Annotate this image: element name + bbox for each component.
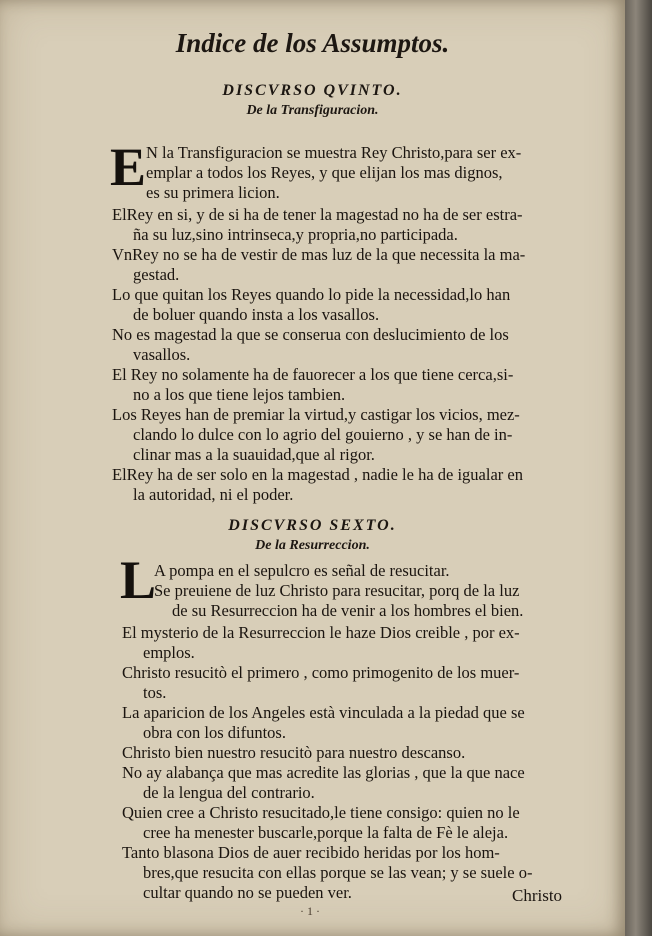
text-line: obra con los difuntos. xyxy=(143,723,286,742)
text-line: No ay alabança que mas acredite las glorias , que la que nace xyxy=(122,763,525,782)
section-subtitle-resurreccion: De la Resurreccion. xyxy=(255,538,370,553)
book-edge xyxy=(625,0,652,936)
text-line: de su Resurreccion ha de venir a los hombres el bien. xyxy=(172,601,524,620)
drop-cap-e: E xyxy=(110,137,147,197)
text-line: A pompa en el sepulcro es señal de resucitar. xyxy=(154,561,450,580)
text-line: es su primera licion. xyxy=(146,183,280,202)
drop-cap-l: L xyxy=(120,550,157,610)
text-line: VnRey no se ha de vestir de mas luz de la que necessita la ma- xyxy=(112,245,526,264)
page-mark: · 1 · xyxy=(300,904,320,918)
section-subtitle-transfiguracion: De la Transfiguracion. xyxy=(246,103,379,118)
text-line: bres,que resucita con ellas porque se las vean; y se suele o- xyxy=(143,863,533,882)
text-line: ElRey en si, y de si ha de tener la magestad no ha de ser estra- xyxy=(112,205,523,224)
text-line: clinar mas a la suauidad,que al rigor. xyxy=(133,445,375,464)
text-line: Lo que quitan los Reyes quando lo pide la necessidad,lo han xyxy=(112,285,511,304)
text-line: cree ha menester buscarle,porque la falta de Fè le aleja. xyxy=(143,823,509,842)
text-line: Christo resucitò el primero , como primogenito de los muer- xyxy=(122,663,520,682)
text-line: No es magestad la que se conserua con deslucimiento de los xyxy=(112,325,509,344)
section-title-quinto: DISCVRSO QVINTO. xyxy=(222,82,403,99)
text-line: de boluer quando insta a los vasallos. xyxy=(133,305,380,324)
text-line: ElRey ha de ser solo en la magestad , nadie le ha de igualar en xyxy=(112,465,523,484)
text-line: vasallos. xyxy=(133,345,191,364)
text-line: Tanto blasona Dios de auer recibido heridas por los hom- xyxy=(122,843,500,862)
text-line: Christo bien nuestro resucitò para nuestro descanso. xyxy=(122,743,466,762)
text-line: emplar a todos los Reyes, y que elijan los mas dignos, xyxy=(146,163,503,182)
text-line: Quien cree a Christo resucitado,le tiene consigo: quien no le xyxy=(122,803,520,822)
section-title-sexto: DISCVRSO SEXTO. xyxy=(228,517,397,534)
text-line: emplos. xyxy=(143,643,195,662)
text-line: La aparicion de los Angeles està vinculada a la piedad que se xyxy=(122,703,525,722)
text-line: no a los que tiene lejos tambien. xyxy=(133,385,346,404)
page-header: Indice de los Assumptos. xyxy=(175,28,450,58)
text-line: N la Transfiguracion se muestra Rey Christo,para ser ex- xyxy=(146,143,522,162)
text-line: clando lo dulce con lo agrio del gouierno , y se han de in- xyxy=(133,425,513,444)
text-line: El mysterio de la Resurreccion le haze Dios creible , por ex- xyxy=(122,623,520,642)
text-line: gestad. xyxy=(133,265,180,284)
text-line: El Rey no solamente ha de fauorecer a los que tiene cerca,si- xyxy=(112,365,514,384)
text-line: Los Reyes han de premiar la virtud,y castigar los vicios, mez- xyxy=(112,405,520,424)
catchword: Christo xyxy=(512,886,563,905)
text-line: de la lengua del contrario. xyxy=(143,783,315,802)
text-line: la autoridad, ni el poder. xyxy=(133,485,294,504)
text-line: ña su luz,sino intrinseca,y propria,no participada. xyxy=(133,225,458,244)
text-line: Se preuiene de luz Christo para resucitar, porq de la luz xyxy=(154,581,520,600)
text-line: tos. xyxy=(143,683,167,702)
text-line: cultar quando no se pueden ver. xyxy=(143,883,352,902)
